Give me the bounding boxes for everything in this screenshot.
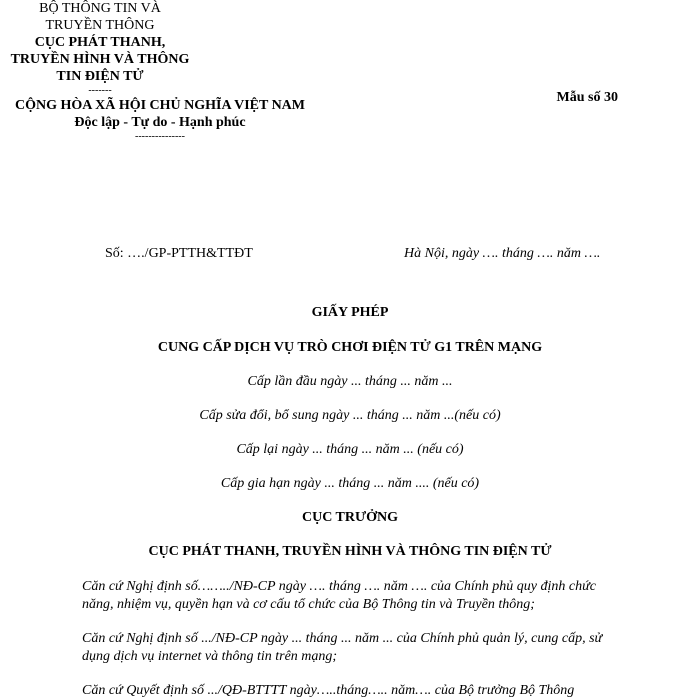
agency-name-line1: CỤC PHÁT THANH, (34, 35, 166, 50)
document-number: Số: …./GP-PTTH&TTĐT (105, 246, 253, 261)
agency-parent-line1: BỘ THÔNG TIN VÀ (39, 1, 161, 16)
document-date: Hà Nội, ngày …. tháng …. năm …. (404, 246, 601, 261)
agency-separator: ------- (88, 85, 112, 96)
agency-name-line3: TIN ĐIỆN TỬ (56, 69, 144, 84)
legal-basis-3: Căn cứ Quyết định số .../QĐ-BTTTT ngày…..tháng….. năm…. của Bộ trưởng Bộ Thông (82, 683, 575, 698)
issue-line-extended: Cấp gia hạn ngày ... tháng ... năm .... (nếu có) (220, 476, 480, 491)
authority-name: CỤC PHÁT THANH, TRUYỀN HÌNH VÀ THÔNG TIN ĐIỆN TỬ (148, 544, 552, 559)
republic-motto: Độc lập - Tự do - Hạnh phúc (74, 115, 246, 130)
legal-basis-1: Căn cứ Nghị định số……../NĐ-CP ngày …. tháng …. năm …. của Chính phủ quy định chức năng, nhiệm vụ, quyền hạn và cơ cấu tổ chức của Bộ Thông tin và Truyền thông; (82, 579, 596, 612)
agency-parent-line2: TRUYỀN THÔNG (45, 18, 155, 33)
document-subtitle: CUNG CẤP DỊCH VỤ TRÒ CHƠI ĐIỆN TỬ G1 TRÊN MẠNG (157, 340, 543, 355)
republic-title: CỘNG HÒA XÃ HỘI CHỦ NGHĨA VIỆT NAM (14, 98, 305, 113)
agency-name-line2: TRUYỀN HÌNH VÀ THÔNG (10, 52, 190, 67)
agency-header (0, 0, 200, 97)
authority-title: CỤC TRƯỞNG (301, 510, 399, 525)
republic-separator: --------------- (135, 131, 185, 142)
republic-header (0, 97, 320, 143)
issue-line-amended: Cấp sửa đổi, bổ sung ngày ... tháng ... năm ...(nếu có) (199, 408, 501, 423)
form-number: Mẫu số 30 (556, 90, 618, 105)
legal-basis-2: Căn cứ Nghị định số .../NĐ-CP ngày ... tháng ... năm ... của Chính phủ quản lý, cung cấp, sử dụng dịch vụ internet và thông tin trên mạng; (82, 631, 603, 664)
document-title: GIẤY PHÉP (311, 305, 389, 320)
issue-line-reissued: Cấp lại ngày ... tháng ... năm ... (nếu có) (236, 442, 464, 457)
issue-line-first: Cấp lần đầu ngày ... tháng ... năm ... (247, 374, 453, 389)
